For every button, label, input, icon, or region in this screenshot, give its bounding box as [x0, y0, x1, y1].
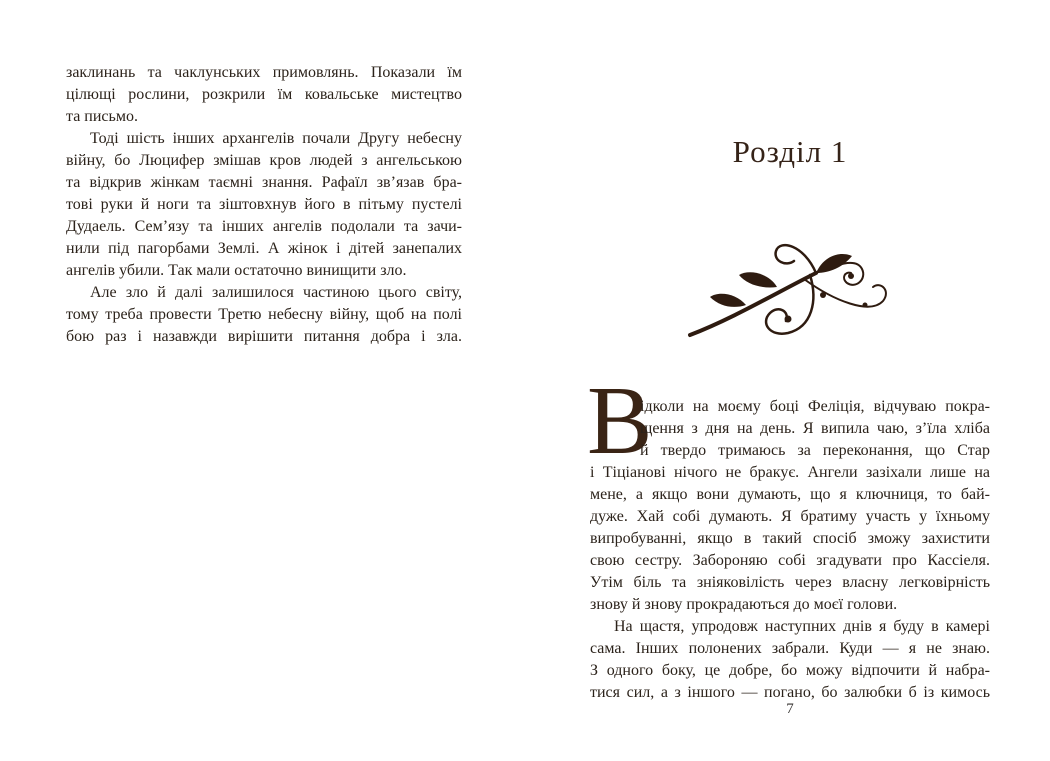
text-line: мене, а якщо вони думають, що я ключниця, то бай-: [590, 486, 990, 503]
paragraph: [66, 62, 462, 128]
text-line: сама. Інших полонених забрали. Куди — я не знаю.: [590, 640, 990, 657]
paragraph: [66, 282, 462, 348]
text-line: і Тіціанові нічого не бракує. Ангели зазіхали лише на: [590, 464, 990, 481]
page-number: 7: [786, 701, 794, 717]
floral-flourish-icon: [684, 231, 896, 341]
text-line: заклинань та чаклунських примовлянь. Показали їм: [66, 64, 462, 81]
text-line: ангелів убили. Так мали остаточно винищити зло.: [66, 262, 407, 279]
text-line: З одного боку, це добре, бо можу відпочити й набра-: [590, 662, 990, 679]
text-line: цілющі рослини, розкрили їм ковальське мистецтво: [66, 86, 462, 103]
text-line: ідколи на моєму боці Феліція, відчуваю покра-: [640, 398, 990, 415]
text-line: дуже. Хай собі думають. Я братиму участь у їхньому: [590, 508, 990, 525]
chapter-title: Розділ 1: [732, 134, 848, 169]
text-line: бою раз і назавжди вирішити питання добра і зла.: [66, 328, 462, 345]
text-line: знову й знову прокрадаються до моєї голови.: [590, 596, 898, 613]
left-page: [66, 0, 462, 761]
text-line: Тоді шість інших архангелів почали Другу небесну: [90, 130, 462, 147]
text-line: Але зло й далі залишилося частиною цього світу,: [90, 284, 462, 301]
paragraph: [590, 616, 990, 704]
text-line: війну, бо Люцифер змішав кров людей з ангельською: [66, 152, 462, 169]
right-page-body-text: [590, 396, 990, 704]
text-line: тому треба провести Третю небесну війну, щоб на полі: [66, 306, 462, 323]
right-page: [587, 0, 990, 761]
text-line: щення з дня на день. Я випила чаю, з’їла хліба: [640, 420, 990, 437]
text-line: Дудаель. Сем’язу та інших ангелів подолали та зачи-: [66, 218, 462, 235]
text-line: нили під пагорбами Землі. А жінок і дітей занепалих: [66, 240, 462, 257]
text-line: випробуванні, якщо в такий спосіб зможу захистити: [590, 530, 990, 547]
drop-cap-letter: В: [587, 367, 653, 475]
paragraph: [66, 128, 462, 282]
text-line: тися сил, а з іншого — погано, бо залюбки б із кимось: [590, 684, 990, 701]
text-line: тові руки й ноги та зіштовхнув його в пітьму пустелі: [66, 196, 462, 213]
text-line: та письмо.: [66, 108, 138, 125]
text-line: Утім біль та зніяковілість через власну легковірність: [590, 574, 990, 591]
text-line: свою сестру. Забороняю собі згадувати про Кассіеля.: [590, 552, 990, 569]
text-line: та відкрив жінкам таємні знання. Рафаїл зв’язав бра-: [66, 174, 462, 191]
paragraph: [590, 396, 990, 616]
text-line: й твердо тримаюсь за переконання, що Стар: [640, 442, 990, 459]
text-line: На щастя, упродовж наступних днів я буду в камері: [614, 618, 990, 635]
left-page-body-text: [66, 62, 462, 348]
